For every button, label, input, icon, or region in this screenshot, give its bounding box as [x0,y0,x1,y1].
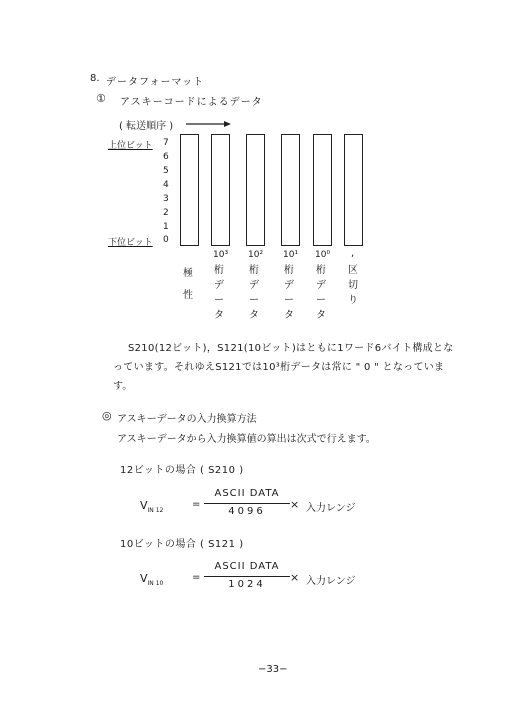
bit-number: 4 [163,180,169,190]
byte-box-digit-10 [281,134,300,246]
fraction-bar [204,503,290,504]
column-header: 10⁰ [315,250,331,260]
section-number: 8. [90,73,100,84]
column-header: 10¹ [283,250,299,260]
bit-number: 3 [163,194,169,204]
byte-box-digit-100 [246,134,265,246]
formula-range: 入力レンジ [306,576,356,587]
column-header: , [351,248,355,259]
subsection2-marker: ◎ [102,409,112,422]
transfer-order-label: ( 転送順序 ) [119,121,174,132]
column-label-digit-1000: 桁 デ ー タ [214,265,224,321]
formula-numerator: ASCII DATA [214,488,280,499]
column-label-digit-100: 桁 デ ー タ [249,265,259,321]
column-label-polarity: 極 性 [183,268,193,301]
bit-number: 5 [163,166,169,176]
formula-times: × [290,498,300,511]
formula-lhs: $V_{IN 10}$ [140,572,164,588]
subsection2-intro: アスキーデータから入力換算値の算出は次式で行えます。 [117,434,376,445]
paragraph-line: S210(12ビット)，S121(10ビット)はともに1ワード6バイト構成とな [128,343,454,354]
byte-box-delimiter [344,134,363,246]
byte-box-digit-1000 [211,134,230,246]
transfer-arrow-icon [186,119,232,129]
page-number: −33− [258,664,288,675]
bit-number: 1 [163,222,169,232]
formula-numerator: ASCII DATA [214,561,280,572]
formula-equals: = [192,499,201,510]
bit-number: 0 [163,235,169,245]
subsection1-title: アスキーコードによるデータ [120,97,263,108]
section-title: データフォーマット [106,77,205,88]
subsection1-marker: ① [96,92,106,105]
column-header: 10² [248,250,264,260]
lower-bit-label: 下位ビット [108,238,153,248]
byte-box-polarity [180,134,199,246]
case12-heading: 12ビットの場合 ( S210 ) [120,465,244,476]
formula-denominator: 1024 [228,579,266,590]
column-label-delimiter: 区 切 り [348,265,358,306]
case10-heading: 10ビットの場合 ( S121 ) [120,539,244,550]
column-header: 10³ [213,250,229,260]
column-label-digit-10: 桁 デ ー タ [284,265,294,321]
bit-number: 7 [163,138,169,148]
formula-equals: = [192,572,201,583]
formula-times: × [290,571,300,584]
byte-box-digit-1 [313,134,332,246]
formula-denominator: 4096 [228,506,266,517]
fraction-bar [204,576,290,577]
column-label-digit-1: 桁 デ ー タ [316,265,326,321]
formula-range: 入力レンジ [306,503,356,514]
paragraph-line: っています。それゆえS121では10³桁データは常に " 0 " となっていま [113,362,445,373]
bit-number: 6 [163,152,169,162]
formula-lhs: $V_{IN 12}$ [140,499,164,515]
upper-bit-label: 上位ビット [108,141,153,151]
subsection2-title: アスキーデータの入力換算方法 [117,414,257,425]
bit-number: 2 [163,208,169,218]
paragraph-line: す。 [113,381,133,392]
